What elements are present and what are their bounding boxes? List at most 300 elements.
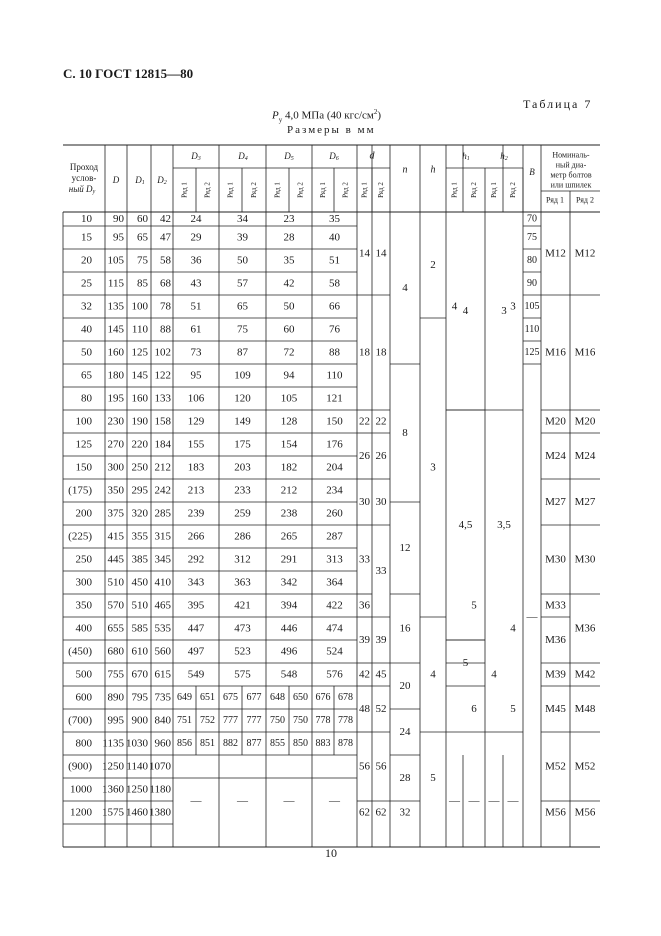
cell-n: 24 bbox=[399, 726, 411, 738]
header-bolt: или шпилек bbox=[550, 180, 592, 190]
cell-D2: 285 bbox=[154, 507, 171, 520]
cell-d-row1: 18 bbox=[359, 346, 370, 359]
cell-D6: 110 bbox=[326, 369, 343, 382]
cell-D3: 51 bbox=[190, 300, 202, 313]
cell-D3: 266 bbox=[187, 530, 205, 543]
cell-bolt-row2: M52 bbox=[574, 760, 596, 773]
cell-D: 1360 bbox=[102, 783, 124, 796]
header-h1: $h_1$ bbox=[462, 151, 470, 162]
header-row-rotated: Ряд 1 bbox=[273, 182, 282, 198]
cell-h: 3 bbox=[430, 461, 436, 474]
cell-dn: 32 bbox=[81, 300, 92, 313]
cell-D4: 233 bbox=[234, 484, 251, 497]
cell-D: 680 bbox=[107, 645, 124, 658]
cell-D6: 76 bbox=[329, 323, 340, 336]
cell-dash: — bbox=[329, 795, 340, 807]
header-D4: $D_4$ bbox=[238, 151, 248, 162]
cell-D5: 28 bbox=[283, 231, 295, 244]
cell-bolt-row2: M30 bbox=[574, 553, 596, 566]
cell-D3: 213 bbox=[187, 484, 205, 497]
cell-D1: 60 bbox=[137, 213, 148, 225]
cell-D1: 295 bbox=[131, 484, 148, 497]
dims-caption: Размеры в мм bbox=[287, 124, 376, 136]
cell-d-row1: 42 bbox=[359, 668, 370, 681]
page-header: С. 10 ГОСТ 12815—80 bbox=[63, 66, 194, 81]
cell-split: 752 bbox=[200, 715, 215, 726]
cell-D4: 149 bbox=[234, 415, 251, 428]
cell-b: 110 bbox=[524, 324, 540, 335]
cell-D4: 363 bbox=[234, 576, 251, 589]
cell-D3: 29 bbox=[190, 231, 202, 244]
header-D6: $D_6$ bbox=[329, 151, 339, 162]
header-row-rotated: Ряд 1 bbox=[450, 182, 459, 198]
cell-D: 95 bbox=[113, 231, 124, 244]
cell-h1-dash: — bbox=[468, 795, 480, 807]
cell-split: 851 bbox=[200, 738, 215, 749]
cell-bolt-row1: M33 bbox=[545, 599, 566, 612]
cell-dn: 150 bbox=[75, 461, 92, 474]
cell-bolt-row2: M16 bbox=[574, 346, 596, 359]
cell-D2: 68 bbox=[160, 277, 171, 290]
cell-d-row2: 45 bbox=[375, 668, 387, 681]
cell-D2: 47 bbox=[160, 231, 171, 244]
cell-D4: 39 bbox=[237, 231, 248, 244]
cell-split: 850 bbox=[293, 738, 308, 749]
cell-D4: 175 bbox=[234, 438, 251, 451]
header-row-rotated: Ряд 1 bbox=[180, 182, 189, 198]
cell-D2: 78 bbox=[160, 300, 171, 313]
cell-bolt-row1: M30 bbox=[545, 553, 566, 566]
cell-D6: 474 bbox=[326, 622, 343, 635]
cell-bolt-row2: M48 bbox=[574, 703, 596, 715]
cell-D2: 465 bbox=[154, 599, 171, 612]
cell-D1: 585 bbox=[131, 622, 148, 635]
cell-b: 90 bbox=[527, 278, 537, 289]
cell-D2: 735 bbox=[154, 691, 171, 704]
cell-n: 8 bbox=[402, 427, 408, 439]
header-D3: $D_3$ bbox=[191, 151, 201, 162]
cell-d-row1: 48 bbox=[359, 703, 370, 715]
cell-d-row2: 39 bbox=[375, 634, 387, 646]
cell-d-row1: 14 bbox=[359, 247, 370, 260]
cell-h1: 4,5 bbox=[458, 519, 473, 531]
cell-D1: 1250 bbox=[126, 783, 148, 796]
cell-split: 750 bbox=[293, 715, 308, 726]
cell-h2: 5 bbox=[510, 703, 516, 715]
cell-bolt-row2: M24 bbox=[574, 450, 596, 462]
cell-split: 649 bbox=[177, 692, 192, 703]
cell-D2: 158 bbox=[154, 415, 171, 428]
cell-split: 882 bbox=[223, 738, 238, 749]
cell-D2: 184 bbox=[154, 438, 171, 451]
cell-d-row2: 14 bbox=[375, 247, 387, 260]
cell-D2: 345 bbox=[154, 553, 171, 566]
cell-D: 375 bbox=[107, 507, 124, 520]
cell-split: 648 bbox=[270, 692, 285, 703]
cell-bolt-row1: M20 bbox=[545, 415, 566, 428]
cell-dash: — bbox=[283, 795, 295, 807]
cell-D4: 34 bbox=[237, 213, 248, 225]
cell-D5: 72 bbox=[283, 346, 295, 359]
cell-dn: (700) bbox=[68, 714, 92, 727]
cell-D3: 447 bbox=[187, 622, 205, 635]
cell-h2: 3 bbox=[501, 305, 507, 317]
table-title: Таблица 7 bbox=[523, 97, 593, 111]
cell-h1: 4 bbox=[451, 300, 458, 313]
cell-D1: 385 bbox=[131, 553, 148, 566]
cell-D3: 61 bbox=[190, 323, 202, 336]
cell-n: 28 bbox=[399, 772, 411, 784]
cell-h2: 3,5 bbox=[497, 519, 511, 531]
cell-D3: 239 bbox=[187, 507, 205, 520]
header-b: B bbox=[529, 167, 535, 177]
cell-D6: 35 bbox=[329, 213, 340, 225]
cell-D5: 291 bbox=[280, 553, 298, 566]
cell-split: 675 bbox=[223, 692, 238, 703]
cell-d-row1: 33 bbox=[359, 553, 370, 566]
cell-D6: 234 bbox=[326, 484, 343, 497]
cell-D4: 259 bbox=[234, 507, 251, 520]
cell-D: 300 bbox=[107, 461, 124, 474]
cell-D6: 576 bbox=[326, 668, 343, 681]
cell-dn: 300 bbox=[75, 576, 92, 589]
cell-D1: 670 bbox=[131, 668, 148, 681]
cell-D4: 312 bbox=[234, 553, 251, 566]
cell-D1: 1140 bbox=[126, 760, 148, 773]
cell-D4: 120 bbox=[234, 392, 251, 405]
cell-D: 570 bbox=[107, 599, 124, 612]
header-D5: $D_5$ bbox=[284, 151, 294, 162]
pressure-close: ) bbox=[377, 109, 382, 122]
cell-split: 877 bbox=[246, 738, 262, 749]
cell-bolt-row2: M12 bbox=[574, 247, 596, 260]
header-row-rotated: Ряд 2 bbox=[250, 182, 258, 198]
cell-D1: 250 bbox=[131, 461, 148, 474]
cell-D: 135 bbox=[107, 300, 124, 313]
header-D2: $D_2$ bbox=[157, 175, 167, 186]
cell-dn: (450) bbox=[68, 645, 92, 658]
cell-n: 20 bbox=[399, 680, 411, 692]
header-dn: Проход bbox=[69, 162, 99, 172]
cell-dn: (900) bbox=[68, 760, 92, 773]
header-row-rotated: Ряд 1 bbox=[360, 182, 369, 198]
cell-D6: 260 bbox=[326, 507, 343, 520]
cell-D6: 313 bbox=[326, 553, 343, 566]
cell-d-row1: 56 bbox=[359, 760, 370, 773]
cell-dn: 50 bbox=[81, 346, 92, 359]
cell-dn: (225) bbox=[68, 530, 92, 543]
cell-split: 676 bbox=[315, 692, 331, 703]
cell-D6: 524 bbox=[326, 645, 343, 658]
cell-b: 125 bbox=[524, 347, 540, 358]
header-bolt: ный диа- bbox=[555, 160, 587, 170]
cell-D2: 242 bbox=[154, 484, 171, 497]
cell-D5: 212 bbox=[280, 484, 298, 497]
cell-dn: 800 bbox=[75, 737, 92, 750]
cell-D5: 105 bbox=[280, 392, 298, 405]
cell-D3: 155 bbox=[187, 438, 205, 451]
header-row-rotated: Ряд 1 bbox=[319, 182, 327, 198]
header-D1: $D_1$ bbox=[135, 175, 145, 186]
cell-D: 1575 bbox=[102, 806, 124, 819]
cell-split: 777 bbox=[223, 715, 238, 726]
cell-D1: 610 bbox=[131, 645, 148, 658]
header-row-rotated: Ряд 1 bbox=[226, 182, 235, 198]
cell-D4: 421 bbox=[234, 599, 251, 612]
cell-h1: 6 bbox=[471, 703, 477, 715]
header-n: n bbox=[402, 164, 408, 176]
cell-split: 750 bbox=[270, 715, 285, 726]
header-bolt-row2: Ряд 2 bbox=[576, 195, 594, 205]
cell-dn: 10 bbox=[81, 213, 92, 225]
cell-D: 755 bbox=[107, 668, 124, 681]
cell-dn: 125 bbox=[75, 438, 92, 451]
cell-D5: 265 bbox=[280, 530, 298, 543]
cell-D: 105 bbox=[107, 254, 124, 267]
cell-bolt-row2: M42 bbox=[574, 668, 596, 681]
cell-D2: 42 bbox=[160, 213, 171, 225]
cell-dn: 15 bbox=[81, 231, 92, 244]
cell-h2-dash: — bbox=[507, 795, 519, 807]
header-row-rotated: Ряд 2 bbox=[296, 182, 305, 198]
cell-D3: 36 bbox=[190, 254, 202, 267]
cell-D1: 220 bbox=[131, 438, 148, 451]
cell-b: 105 bbox=[524, 301, 540, 312]
pressure-text: 4,0 МПа (40 кгс/см bbox=[282, 109, 374, 122]
cell-b: 75 bbox=[527, 232, 537, 243]
cell-D5: 128 bbox=[280, 415, 298, 428]
cell-D4: 50 bbox=[237, 254, 248, 267]
cell-D3: 292 bbox=[187, 553, 205, 566]
cell-D: 510 bbox=[107, 576, 124, 589]
cell-D6: 40 bbox=[329, 231, 340, 244]
header-d: d bbox=[369, 150, 375, 162]
cell-D3: 43 bbox=[190, 277, 202, 290]
header-bolt: Номиналь- bbox=[552, 150, 590, 160]
cell-dn: 350 bbox=[75, 599, 92, 612]
header-row-rotated: Ряд 2 bbox=[509, 182, 517, 198]
cell-D: 230 bbox=[107, 415, 124, 428]
cell-dn: 25 bbox=[81, 277, 92, 290]
cell-h: 4 bbox=[430, 668, 436, 681]
cell-D5: 23 bbox=[283, 213, 295, 225]
cell-D6: 204 bbox=[326, 461, 343, 474]
cell-D4: 57 bbox=[237, 277, 248, 290]
header-D: D bbox=[112, 175, 120, 185]
cell-D4: 523 bbox=[234, 645, 251, 658]
cell-D3: 395 bbox=[187, 599, 205, 612]
cell-h2-dash: — bbox=[488, 795, 500, 807]
cell-bolt-row1: M16 bbox=[545, 346, 566, 359]
cell-D2: 560 bbox=[154, 645, 171, 658]
cell-n: 4 bbox=[402, 282, 408, 294]
cell-D: 90 bbox=[113, 213, 124, 225]
cell-dn: 100 bbox=[75, 415, 92, 428]
cell-D3: 549 bbox=[187, 668, 205, 681]
cell-D5: 446 bbox=[280, 622, 298, 635]
cell-bolt-row1: M52 bbox=[545, 760, 566, 773]
cell-dash: — bbox=[190, 795, 202, 807]
cell-D6: 422 bbox=[326, 599, 343, 612]
cell-D: 195 bbox=[107, 392, 124, 405]
cell-d-row2: 26 bbox=[375, 450, 387, 462]
cell-D6: 364 bbox=[326, 576, 343, 589]
cell-n: 16 bbox=[399, 622, 411, 635]
cell-d-row2: 62 bbox=[375, 806, 387, 819]
cell-D6: 287 bbox=[326, 530, 343, 543]
cell-D2: 315 bbox=[154, 530, 171, 543]
cell-split: 777 bbox=[246, 715, 262, 726]
cell-D1: 450 bbox=[131, 576, 148, 589]
cell-b-dash: — bbox=[526, 611, 538, 623]
cell-d-row1: 26 bbox=[359, 450, 370, 462]
cell-D: 270 bbox=[107, 438, 124, 451]
cell-D2: 88 bbox=[160, 323, 171, 336]
cell-D5: 342 bbox=[280, 576, 298, 589]
cell-D1: 355 bbox=[131, 530, 148, 543]
header-h: h bbox=[430, 164, 436, 176]
cell-bolt-row2: M36 bbox=[574, 622, 596, 635]
cell-D4: 286 bbox=[234, 530, 251, 543]
cell-D6: 58 bbox=[329, 277, 340, 290]
cell-d-row1: 36 bbox=[359, 599, 370, 612]
cell-split: 878 bbox=[338, 738, 353, 749]
cell-D4: 575 bbox=[234, 668, 251, 681]
cell-dn: 250 bbox=[75, 553, 92, 566]
cell-dn: (175) bbox=[68, 484, 92, 497]
cell-n: 32 bbox=[399, 806, 411, 819]
cell-D4: 65 bbox=[237, 300, 248, 313]
header-dn: ный $D_y$ bbox=[68, 184, 96, 195]
header-row-rotated: Ряд 2 bbox=[470, 182, 478, 198]
cell-D1: 160 bbox=[131, 392, 148, 405]
cell-D: 1135 bbox=[102, 737, 124, 750]
cell-D1: 110 bbox=[131, 323, 148, 336]
cell-D2: 1070 bbox=[149, 760, 171, 773]
header-row-rotated: Ряд 2 bbox=[341, 182, 350, 198]
cell-h1: 4 bbox=[462, 305, 469, 317]
cell-D4: 75 bbox=[237, 323, 248, 336]
cell-D1: 125 bbox=[131, 346, 148, 359]
cell-split: 855 bbox=[270, 738, 285, 749]
cell-bolt-row1: M12 bbox=[545, 247, 566, 260]
cell-D6: 88 bbox=[329, 346, 340, 359]
header-row-rotated: Ряд 1 bbox=[490, 182, 498, 198]
cell-D: 160 bbox=[107, 346, 124, 359]
cell-D: 1250 bbox=[102, 760, 124, 773]
cell-D1: 900 bbox=[131, 714, 148, 727]
cell-D2: 410 bbox=[154, 576, 171, 589]
cell-D1: 75 bbox=[137, 254, 148, 267]
cell-D3: 183 bbox=[187, 461, 205, 474]
cell-D1: 190 bbox=[131, 415, 148, 428]
cell-dn: 500 bbox=[75, 668, 92, 681]
cell-bolt-row1: M24 bbox=[545, 450, 566, 462]
cell-D2: 212 bbox=[154, 461, 171, 474]
cell-h2: 4 bbox=[491, 668, 497, 681]
cell-h: 5 bbox=[430, 772, 436, 784]
cell-d-row2: 18 bbox=[375, 346, 387, 359]
cell-D2: 133 bbox=[154, 392, 171, 405]
cell-D: 445 bbox=[107, 553, 124, 566]
cell-split: 751 bbox=[177, 715, 192, 726]
cell-D1: 85 bbox=[137, 277, 148, 290]
cell-split: 883 bbox=[315, 738, 331, 749]
cell-dn: 400 bbox=[75, 622, 92, 635]
cell-D5: 394 bbox=[280, 599, 298, 612]
cell-bolt-row1: M36 bbox=[545, 634, 566, 646]
cell-D3: 24 bbox=[190, 213, 202, 225]
cell-D2: 960 bbox=[154, 737, 171, 750]
cell-dn: 200 bbox=[75, 507, 92, 520]
cell-D2: 122 bbox=[154, 369, 171, 382]
cell-D5: 50 bbox=[283, 300, 295, 313]
cell-D6: 51 bbox=[329, 254, 340, 267]
cell-d-row2: 33 bbox=[375, 565, 387, 577]
cell-h2: 4 bbox=[510, 622, 516, 635]
cell-D1: 65 bbox=[137, 231, 148, 244]
cell-D4: 473 bbox=[234, 622, 251, 635]
cell-b: 70 bbox=[527, 213, 537, 225]
cell-D5: 60 bbox=[283, 323, 295, 336]
cell-D6: 150 bbox=[326, 415, 343, 428]
cell-D1: 510 bbox=[131, 599, 148, 612]
cell-D: 115 bbox=[107, 277, 124, 290]
cell-D5: 42 bbox=[283, 277, 295, 290]
cell-d-row2: 30 bbox=[375, 496, 387, 508]
cell-D4: 87 bbox=[237, 346, 248, 359]
cell-d-row2: 22 bbox=[375, 415, 387, 428]
cell-bolt-row1: M56 bbox=[545, 806, 566, 819]
cell-split: 651 bbox=[200, 692, 215, 703]
cell-D5: 35 bbox=[283, 254, 295, 267]
cell-D: 415 bbox=[107, 530, 124, 543]
header-row-rotated: Ряд 2 bbox=[377, 182, 385, 198]
page-number: 10 bbox=[325, 846, 337, 860]
cell-split: 778 bbox=[315, 715, 331, 726]
cell-h: 2 bbox=[430, 259, 436, 271]
cell-D: 180 bbox=[107, 369, 124, 382]
cell-bolt-row1: M27 bbox=[545, 496, 566, 508]
cell-D3: 343 bbox=[187, 576, 205, 589]
cell-D1: 100 bbox=[131, 300, 148, 313]
cell-D: 655 bbox=[107, 622, 124, 635]
cell-b: 80 bbox=[527, 255, 537, 266]
header-dn: услов- bbox=[71, 173, 97, 183]
cell-D2: 102 bbox=[154, 346, 171, 359]
cell-dn: 1000 bbox=[70, 783, 92, 796]
cell-D4: 203 bbox=[234, 461, 251, 474]
cell-d-row1: 30 bbox=[359, 496, 370, 508]
cell-D: 350 bbox=[107, 484, 124, 497]
cell-D6: 176 bbox=[326, 438, 343, 451]
cell-dn: 600 bbox=[75, 691, 92, 704]
cell-dn: 20 bbox=[81, 254, 92, 267]
cell-D5: 548 bbox=[280, 668, 298, 681]
header-h2: $h_2$ bbox=[500, 151, 508, 162]
pressure-sup: 2 bbox=[373, 108, 378, 116]
cell-D1: 1460 bbox=[126, 806, 148, 819]
pressure-sub: y bbox=[278, 115, 283, 124]
cell-D2: 1180 bbox=[149, 783, 171, 796]
cell-D5: 94 bbox=[283, 369, 295, 382]
cell-D2: 535 bbox=[154, 622, 171, 635]
cell-D5: 154 bbox=[280, 438, 298, 451]
cell-D: 145 bbox=[107, 323, 124, 336]
header-bolt-row1: Ряд 1 bbox=[546, 195, 564, 205]
cell-D1: 320 bbox=[131, 507, 148, 520]
cell-split: 650 bbox=[293, 692, 308, 703]
